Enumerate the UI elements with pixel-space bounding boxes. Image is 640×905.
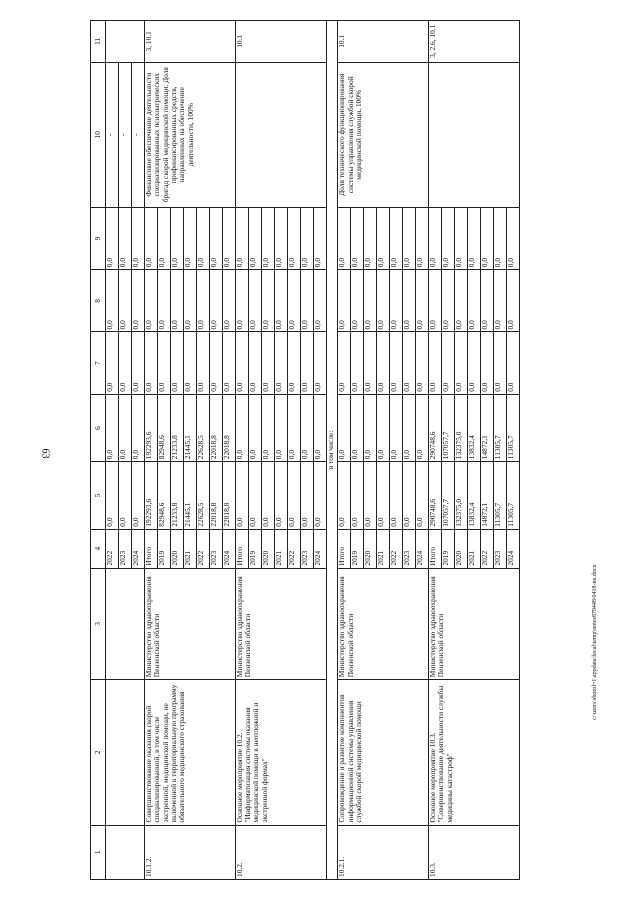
value-cell: 0,0 <box>171 270 184 332</box>
year-cell: 2020 <box>364 529 377 568</box>
value-cell: 0,0 <box>261 207 274 269</box>
value-cell: 0,0 <box>338 462 351 529</box>
value-cell: 0,0 <box>377 394 390 461</box>
value-cell: 0,0 <box>416 332 429 394</box>
year-cell: 2023 <box>119 529 132 568</box>
value-cell: 107057,7 <box>441 394 454 461</box>
value-cell: 0,0 <box>235 462 248 529</box>
value-cell: 0,0 <box>132 270 145 332</box>
value-cell: 13832,4 <box>467 462 480 529</box>
value-cell: 0,0 <box>390 332 403 394</box>
table-row <box>428 21 441 880</box>
value-cell: 0,0 <box>351 462 364 529</box>
value-cell: 0,0 <box>377 207 390 269</box>
value-cell: 0,0 <box>364 207 377 269</box>
table-row <box>145 21 158 880</box>
value-cell: 0,0 <box>467 270 480 332</box>
reference-cell: 3, 2.6, 10.1 <box>428 21 519 63</box>
value-cell: 0,0 <box>351 207 364 269</box>
value-cell: 0,0 <box>377 270 390 332</box>
reference-cell: 10.1 <box>235 21 326 63</box>
value-cell: 0,0 <box>390 270 403 332</box>
year-cell: 2021 <box>467 529 480 568</box>
value-cell: 0,0 <box>403 207 416 269</box>
year-cell: 2024 <box>506 529 519 568</box>
value-cell: 82948,6 <box>158 462 171 529</box>
value-cell: 0,0 <box>184 332 197 394</box>
value-cell: 0,0 <box>441 207 454 269</box>
value-cell: 290748,6 <box>428 394 441 461</box>
value-cell: 0,0 <box>454 207 467 269</box>
executor-cell: Министерство здравоохранения Пензенской области <box>235 568 326 680</box>
value-cell: 0,0 <box>196 332 209 394</box>
value-cell: 0,0 <box>248 394 261 461</box>
column-number-cell: 8 <box>91 270 106 332</box>
value-cell: 82948,6 <box>158 394 171 461</box>
value-cell: 0,0 <box>390 207 403 269</box>
value-cell: 0,0 <box>506 207 519 269</box>
value-cell: 0,0 <box>454 270 467 332</box>
value-cell: 0,0 <box>274 270 287 332</box>
measure-code-cell: 10.3. <box>428 825 519 879</box>
value-cell: 0,0 <box>287 394 300 461</box>
measures-table <box>90 20 520 880</box>
value-cell: 0,0 <box>106 394 119 461</box>
value-cell: 21445,1 <box>184 462 197 529</box>
value-cell: 0,0 <box>145 332 158 394</box>
indicator-cell <box>428 62 519 207</box>
value-cell: 0,0 <box>454 332 467 394</box>
year-cell: 2019 <box>248 529 261 568</box>
value-cell: 0,0 <box>416 394 429 461</box>
subheader-row <box>326 21 338 880</box>
value-cell: 0,0 <box>209 207 222 269</box>
value-cell: 0,0 <box>106 462 119 529</box>
executor-cell: Министерство здравоохранения Пензенской области <box>145 568 236 680</box>
value-cell: 14872,1 <box>480 394 493 461</box>
value-cell: 0,0 <box>300 332 313 394</box>
value-cell: 0,0 <box>467 207 480 269</box>
value-cell: 0,0 <box>119 394 132 461</box>
year-cell: 2022 <box>106 529 119 568</box>
year-cell: 2019 <box>351 529 364 568</box>
value-cell: 0,0 <box>313 270 326 332</box>
year-cell: Итого <box>145 529 158 568</box>
year-cell: Итого <box>428 529 441 568</box>
value-cell: 0,0 <box>274 394 287 461</box>
value-cell: 0,0 <box>184 270 197 332</box>
year-cell: Итого <box>235 529 248 568</box>
value-cell: 0,0 <box>222 332 235 394</box>
table-row <box>106 21 119 880</box>
year-cell: 2021 <box>184 529 197 568</box>
value-cell: 0,0 <box>338 270 351 332</box>
value-cell: 0,0 <box>171 207 184 269</box>
value-cell: 0,0 <box>222 270 235 332</box>
value-cell: 0,0 <box>287 207 300 269</box>
value-cell: 0,0 <box>364 394 377 461</box>
year-cell: 2024 <box>132 529 145 568</box>
value-cell: 0,0 <box>313 207 326 269</box>
value-cell: 0,0 <box>235 270 248 332</box>
value-cell: 0,0 <box>493 270 506 332</box>
value-cell: 0,0 <box>235 207 248 269</box>
value-cell: 0,0 <box>480 207 493 269</box>
value-cell: 0,0 <box>132 462 145 529</box>
value-cell: 0,0 <box>132 394 145 461</box>
value-cell: 0,0 <box>493 332 506 394</box>
year-cell: 2023 <box>493 529 506 568</box>
value-cell: 0,0 <box>119 332 132 394</box>
value-cell: 0,0 <box>403 462 416 529</box>
indicator-cell: - <box>119 62 132 207</box>
executor-cell: Министерство здравоохранения Пензенской области <box>338 568 429 680</box>
value-cell: 0,0 <box>261 462 274 529</box>
value-cell: 0,0 <box>287 462 300 529</box>
value-cell: 0,0 <box>428 207 441 269</box>
value-cell: 0,0 <box>300 207 313 269</box>
column-number-cell: 9 <box>91 207 106 269</box>
value-cell: 0,0 <box>287 332 300 394</box>
column-number-cell: 5 <box>91 462 106 529</box>
value-cell: 0,0 <box>248 462 261 529</box>
continuation-code-cell <box>106 825 145 879</box>
indicator-cell: - <box>106 62 119 207</box>
year-cell: 2023 <box>209 529 222 568</box>
year-cell: 2022 <box>480 529 493 568</box>
column-number-cell: 4 <box>91 529 106 568</box>
value-cell: 0,0 <box>145 270 158 332</box>
measure-name-cell: Сопровождение и развитие компонентов информационной системы управления службой скорой медицинской помощи <box>338 680 429 825</box>
value-cell: 0,0 <box>158 270 171 332</box>
value-cell: 0,0 <box>390 394 403 461</box>
year-cell: 2023 <box>403 529 416 568</box>
value-cell: 0,0 <box>196 270 209 332</box>
year-cell: 2024 <box>313 529 326 568</box>
value-cell: 0,0 <box>132 332 145 394</box>
value-cell: 0,0 <box>261 394 274 461</box>
year-cell: 2022 <box>196 529 209 568</box>
year-cell: 2020 <box>171 529 184 568</box>
value-cell: 0,0 <box>287 270 300 332</box>
value-cell: 0,0 <box>158 207 171 269</box>
value-cell: 0,0 <box>506 332 519 394</box>
value-cell: 0,0 <box>416 462 429 529</box>
value-cell: 0,0 <box>377 332 390 394</box>
rotated-table-container <box>90 20 520 880</box>
subheader-cell: в том числе: <box>326 21 338 880</box>
value-cell: 0,0 <box>248 332 261 394</box>
continuation-executor-cell <box>106 568 145 680</box>
value-cell: 0,0 <box>261 270 274 332</box>
column-number-cell: 6 <box>91 394 106 461</box>
page-number: 63 <box>39 448 51 459</box>
value-cell: 0,0 <box>235 332 248 394</box>
reference-cell: 10.1 <box>338 21 429 63</box>
value-cell: 0,0 <box>313 462 326 529</box>
value-cell: 11305,7 <box>506 462 519 529</box>
value-cell: 0,0 <box>119 462 132 529</box>
value-cell: 0,0 <box>184 207 197 269</box>
value-cell: 0,0 <box>351 332 364 394</box>
value-cell: 0,0 <box>132 207 145 269</box>
measure-name-cell: Основное мероприятие 10.3. "Совершенствование деятельности службы медицины катастроф" <box>428 680 519 825</box>
value-cell: 192293,6 <box>145 394 158 461</box>
column-number-row <box>91 21 106 880</box>
value-cell: 0,0 <box>222 207 235 269</box>
continuation-name-cell <box>106 680 145 825</box>
value-cell: 0,0 <box>338 332 351 394</box>
value-cell: 22018,8 <box>209 394 222 461</box>
value-cell: 0,0 <box>416 270 429 332</box>
value-cell: 0,0 <box>390 462 403 529</box>
value-cell: 0,0 <box>119 207 132 269</box>
value-cell: 0,0 <box>235 394 248 461</box>
value-cell: 0,0 <box>145 207 158 269</box>
column-number-cell: 7 <box>91 332 106 394</box>
value-cell: 0,0 <box>480 332 493 394</box>
value-cell: 22018,8 <box>222 462 235 529</box>
year-cell: 2022 <box>287 529 300 568</box>
value-cell: 22628,5 <box>196 394 209 461</box>
value-cell: 132375,0 <box>454 462 467 529</box>
column-number-cell: 1 <box>91 825 106 879</box>
value-cell: 0,0 <box>248 207 261 269</box>
value-cell: 0,0 <box>106 332 119 394</box>
value-cell: 0,0 <box>403 270 416 332</box>
measure-code-cell: 10.2. <box>235 825 326 879</box>
column-number-cell: 3 <box>91 568 106 680</box>
value-cell: 0,0 <box>506 270 519 332</box>
column-number-cell: 10 <box>91 62 106 207</box>
value-cell: 290748,6 <box>428 462 441 529</box>
value-cell: 0,0 <box>106 207 119 269</box>
year-cell: 2022 <box>390 529 403 568</box>
value-cell: 0,0 <box>274 462 287 529</box>
year-cell: 2021 <box>377 529 390 568</box>
value-cell: 0,0 <box>467 332 480 394</box>
value-cell: 22628,5 <box>196 462 209 529</box>
year-cell: 2021 <box>274 529 287 568</box>
reference-cell <box>106 21 145 63</box>
value-cell: 0,0 <box>441 332 454 394</box>
indicator-cell: Финансовое обеспечение деятельности специализированных психиатрических бригад скорой медицинской помощи. Доля профинансированных средств, направленных на обеспечение деятельности, 100% <box>145 62 236 207</box>
value-cell: 0,0 <box>300 394 313 461</box>
measure-code-cell: 10.2.1. <box>338 825 429 879</box>
value-cell: 0,0 <box>313 394 326 461</box>
value-cell: 0,0 <box>403 394 416 461</box>
measure-name-cell: Основное мероприятие 10.2. "Информатизация системы оказания медицинской помощи в неотложной и экстренной формах" <box>235 680 326 825</box>
value-cell: 0,0 <box>493 207 506 269</box>
value-cell: 0,0 <box>300 270 313 332</box>
column-number-cell: 11 <box>91 21 106 63</box>
indicator-cell <box>235 62 326 207</box>
value-cell: 0,0 <box>441 270 454 332</box>
measure-name-cell: Совершенствование оказания скорой специализированной, в том числе экстренной, медицинской помощи, не включенной в территориальную программу обязательного медицинского страхования <box>145 680 236 825</box>
value-cell: 0,0 <box>364 270 377 332</box>
value-cell: 0,0 <box>300 462 313 529</box>
value-cell: 0,0 <box>209 332 222 394</box>
year-cell: 2020 <box>454 529 467 568</box>
indicator-cell: Доля технического функционирования системы управления службой скорой медицинской помощи, 100% <box>338 62 429 207</box>
value-cell: 0,0 <box>274 332 287 394</box>
value-cell: 0,0 <box>338 207 351 269</box>
measure-code-cell: 10.1.2. <box>145 825 236 879</box>
value-cell: 14872,1 <box>480 462 493 529</box>
value-cell: 107057,7 <box>441 462 454 529</box>
value-cell: 0,0 <box>261 332 274 394</box>
year-cell: 2024 <box>222 529 235 568</box>
value-cell: 0,0 <box>428 270 441 332</box>
table-row <box>235 21 248 880</box>
value-cell: 22018,8 <box>209 462 222 529</box>
value-cell: 21233,8 <box>171 394 184 461</box>
value-cell: 0,0 <box>351 270 364 332</box>
reference-cell: 3, 10.1 <box>145 21 236 63</box>
year-cell: 2023 <box>300 529 313 568</box>
value-cell: 21233,8 <box>171 462 184 529</box>
year-cell: 2024 <box>416 529 429 568</box>
indicator-cell: - <box>132 62 145 207</box>
value-cell: 192293,6 <box>145 462 158 529</box>
value-cell: 11305,7 <box>493 394 506 461</box>
value-cell: 0,0 <box>196 207 209 269</box>
executor-cell: Министерство здравоохранения Пензенской области <box>428 568 519 680</box>
value-cell: 0,0 <box>119 270 132 332</box>
value-cell: 0,0 <box>338 394 351 461</box>
year-cell: 2019 <box>441 529 454 568</box>
value-cell: 21445,1 <box>184 394 197 461</box>
value-cell: 0,0 <box>428 332 441 394</box>
value-cell: 0,0 <box>106 270 119 332</box>
value-cell: 0,0 <box>274 207 287 269</box>
value-cell: 0,0 <box>351 394 364 461</box>
value-cell: 0,0 <box>313 332 326 394</box>
value-cell: 0,0 <box>248 270 261 332</box>
value-cell: 132375,0 <box>454 394 467 461</box>
value-cell: 0,0 <box>416 207 429 269</box>
value-cell: 11305,7 <box>506 394 519 461</box>
value-cell: 0,0 <box>377 462 390 529</box>
value-cell: 0,0 <box>364 332 377 394</box>
value-cell: 0,0 <box>403 332 416 394</box>
value-cell: 0,0 <box>209 270 222 332</box>
year-cell: Итого <box>338 529 351 568</box>
footer-file-path: c:\users\sborol~1\appdata\local\temp\notes879448\0418-na.docx <box>592 564 598 720</box>
value-cell: 22018,8 <box>222 394 235 461</box>
table-row <box>338 21 351 880</box>
column-number-cell: 2 <box>91 680 106 825</box>
value-cell: 0,0 <box>158 332 171 394</box>
value-cell: 13832,4 <box>467 394 480 461</box>
year-cell: 2020 <box>261 529 274 568</box>
year-cell: 2019 <box>158 529 171 568</box>
value-cell: 0,0 <box>480 270 493 332</box>
value-cell: 11305,7 <box>493 462 506 529</box>
value-cell: 0,0 <box>171 332 184 394</box>
value-cell: 0,0 <box>364 462 377 529</box>
